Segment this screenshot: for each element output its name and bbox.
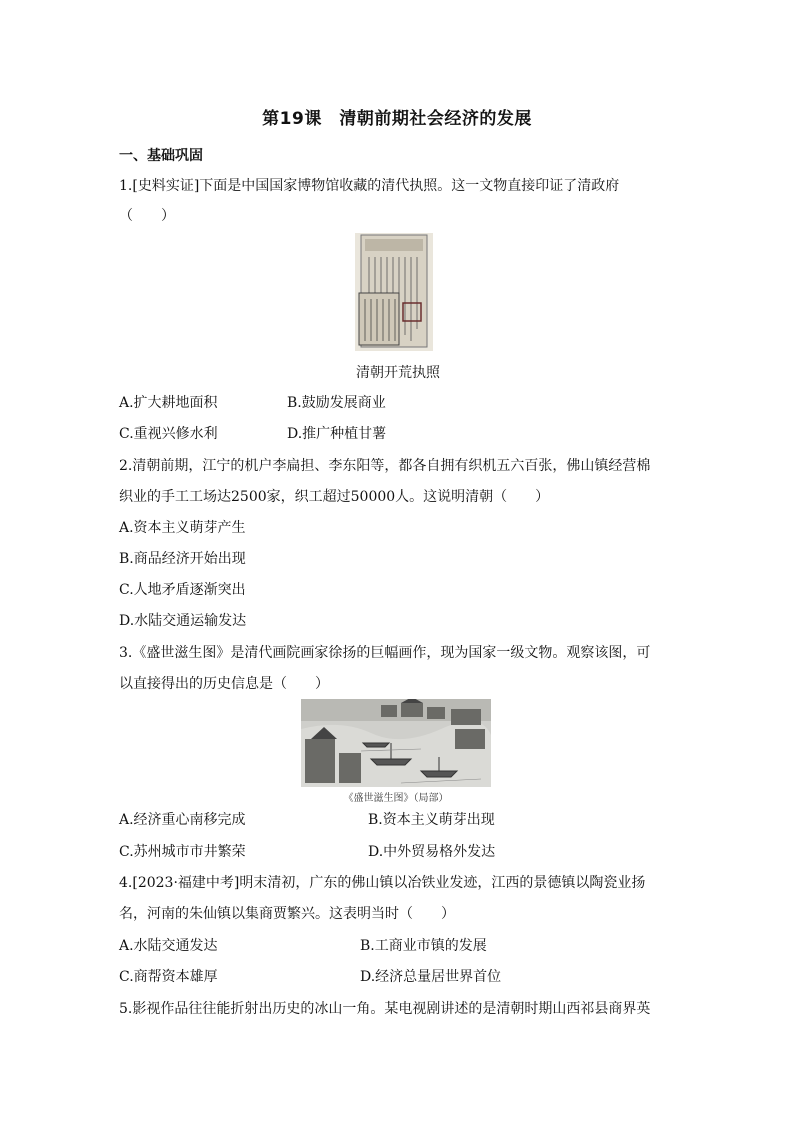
q4-option-d: D.经济总量居世界首位 [360,969,502,985]
page-title: 第19课 清朝前期社会经济的发展 [262,109,532,129]
q5-stem-line1: 5.影视作品往往能折射出历史的冰山一角。某电视剧讲述的是清朝时期山西祁县商界英 [119,1001,651,1017]
license-document-image [355,233,433,351]
q4-option-c: C.商帮资本雄厚 [119,969,218,985]
section-heading: 一、基础巩固 [119,148,203,164]
q3-stem-line2: 以直接得出的历史信息是（ ） [119,676,329,692]
q3-option-b: B.资本主义萌芽出现 [368,812,495,828]
painting-image [301,699,491,787]
q1-option-d: D.推广种植甘薯 [287,426,387,442]
q4-stem-line2: 名，河南的朱仙镇以集商贾繁兴。这表明当时（ ） [119,906,455,922]
q4-option-b: B.工商业市镇的发展 [360,938,487,954]
q1-stem-line1: 1.[史料实证]下面是中国国家博物馆收藏的清代执照。这一文物直接印证了清政府 [119,178,620,194]
q1-image-caption: 清朝开荒执照 [356,365,440,381]
q2-option-c: C.人地矛盾逐渐突出 [119,582,246,598]
q3-image-caption: 《盛世滋生图》（局部） [343,793,449,804]
q3-option-c: C.苏州城市市井繁荣 [119,844,246,860]
q2-option-d: D.水陆交通运输发达 [119,613,247,629]
q3-option-a: A.经济重心南移完成 [119,812,246,828]
q2-stem-line1: 2.清朝前期，江宁的机户李扁担、李东阳等，都各自拥有织机五六百张，佛山镇经营棉 [119,458,651,474]
q4-option-a: A.水陆交通发达 [119,938,218,954]
q2-stem-line2: 织业的手工工场达2500家，织工超过50000人。这说明清朝（ ） [119,489,550,505]
q3-option-d: D.中外贸易格外发达 [368,844,496,860]
q2-option-b: B.商品经济开始出现 [119,551,246,567]
q2-option-a: A.资本主义萌芽产生 [119,520,246,536]
q1-option-a: A.扩大耕地面积 [119,395,218,411]
q4-stem-line1: 4.[2023·福建中考]明末清初，广东的佛山镇以冶铁业发迹，江西的景德镇以陶瓷业扬 [119,875,646,891]
q1-option-c: C.重视兴修水利 [119,426,218,442]
q1-option-b: B.鼓励发展商业 [287,395,386,411]
q1-stem-line2: （ ） [119,208,175,224]
q3-stem-line1: 3.《盛世滋生图》是清代画院画家徐扬的巨幅画作，现为国家一级文物。观察该图，可 [119,645,651,661]
